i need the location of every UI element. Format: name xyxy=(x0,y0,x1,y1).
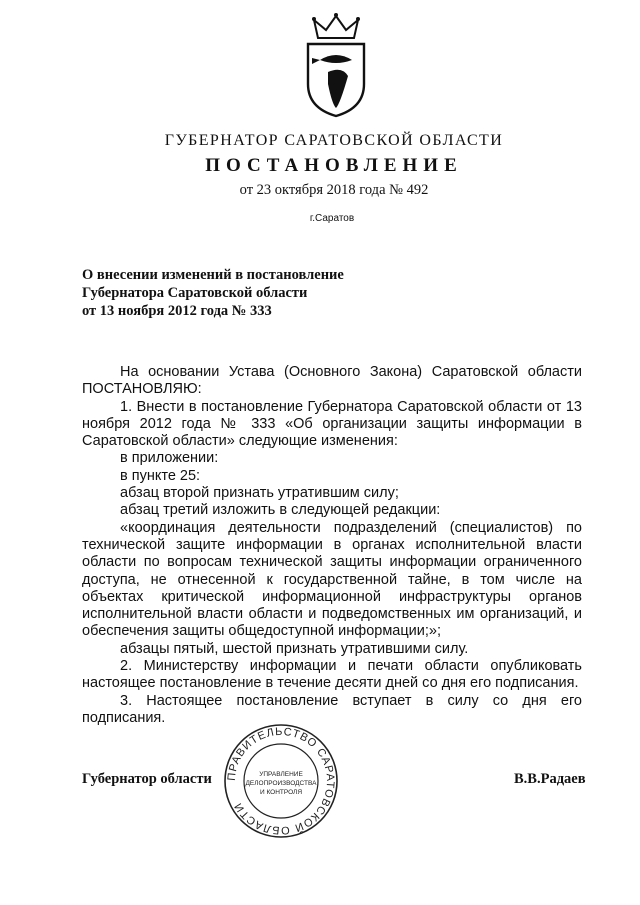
paragraph-three-line: абзац третий изложить в следующей редакции: xyxy=(120,502,441,519)
item-3-paragraph: 3. Настоящее постановление вступает в силу со дня его подписания. xyxy=(82,692,582,726)
seal-ring-text: ПРАВИТЕЛЬСТВО САРАТОВСКОЙ ОБЛАСТИ xyxy=(225,725,337,837)
annex-paragraph: в приложении: xyxy=(120,450,219,467)
title-line: Губернатора Саратовской области xyxy=(82,285,308,301)
item-2-paragraph: 2. Министерству информации и печати области опубликовать настоящее постановление в течение десяти дней со дня его подписания. xyxy=(82,658,582,692)
signatory-position: Губернатор области xyxy=(82,771,212,787)
seal-line: ДЕЛОПРОИЗВОДСТВА xyxy=(245,780,317,787)
seal-line: И КОНТРОЛЯ xyxy=(259,789,303,796)
document-city: г.Саратов xyxy=(309,213,355,224)
item-1-paragraph: 1. Внести в постановление Губернатора Саратовской области от 13 ноября 2012 года № 333 «Об организации защиты информации в Саратовской области» следующие изменения: xyxy=(82,398,582,450)
seal-line: УПРАВЛЕНИЕ xyxy=(259,771,303,778)
paragraph-two-line: абзац второй признать утратившим силу; xyxy=(120,485,399,502)
issuing-authority: ГУБЕРНАТОР САРАТОВСКОЙ ОБЛАСТИ xyxy=(164,132,504,149)
document-title xyxy=(82,266,344,320)
document-body xyxy=(82,364,582,727)
coat-of-arms-emblem xyxy=(298,12,374,120)
title-line: от 13 ноября 2012 года № 333 xyxy=(82,303,272,319)
title-line: О внесении изменений в постановление xyxy=(82,267,344,283)
intro-paragraph: На основании Устава (Основного Закона) Саратовской области ПОСТАНОВЛЯЮ: xyxy=(82,364,582,398)
document-type: ПОСТАНОВЛЕНИЕ xyxy=(205,155,463,176)
paragraphs-five-six-line: абзацы пятый, шестой признать утратившими силу. xyxy=(120,640,469,657)
document-date-number: от 23 октября 2018 года № 492 xyxy=(239,182,429,198)
signatory-name: В.В.Радаев xyxy=(514,771,586,787)
official-stamp-seal xyxy=(222,722,340,840)
quoted-text-paragraph: «координация деятельности подразделений (специалистов) по технической защите информации в органах исполнительной власти области по вопросам технической защиты информации ограниченного доступа, не отнесенной к государственной тайне, в том числе на объектах критической информационной инфраструктуры органов исполнительной власти области и подведомственных им организаций, и обеспечения защиты общедоступной информации;»; xyxy=(82,519,582,640)
point-paragraph: в пункте 25: xyxy=(120,467,201,484)
